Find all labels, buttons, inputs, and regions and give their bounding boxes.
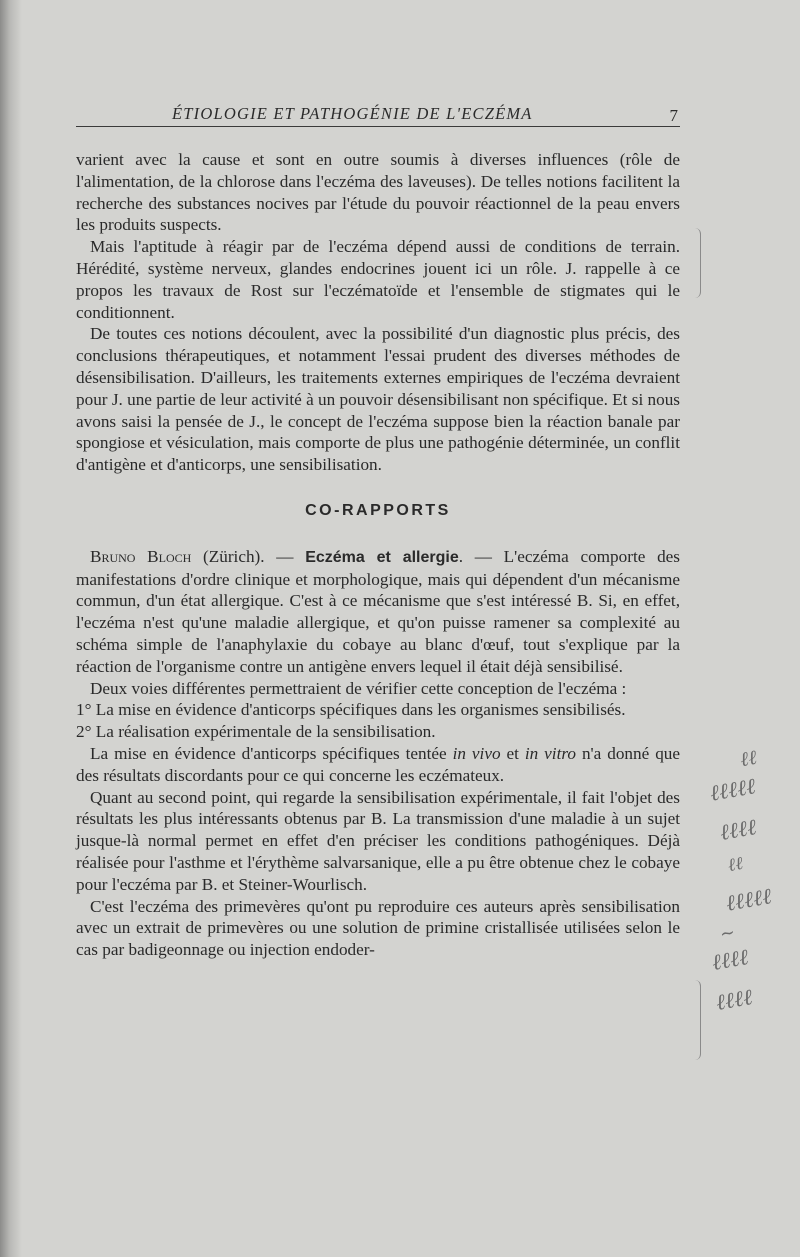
text-span: et — [500, 743, 525, 763]
paragraph: De toutes ces notions découlent, avec la possibilité d'un diagnostic plus précis, des conclusions thérapeutiques, et notamment l'essai prudent des diverses méthodes de désensibilisation. D'ailleurs, les traitements externes empiriques de l'eczéma devraient pour J. une partie de leur activité à un pouvoir désensibilisant non spécifique. Et si nous avons saisi la pensée de J., le concept de l'eczéma suppose bien la réaction banale par spongiose et vésiculation, mais comporte de plus une pathogénie déterminée, un conflit d'antigène et d'anticorps, une sensibilisation. — [76, 324, 680, 475]
binding-edge — [0, 0, 22, 1257]
paragraph: Mais l'aptitude à réagir par de l'eczéma dépend aussi de conditions de terrain. Hérédité, système nerveux, glandes endocrines jouent ici un rôle. J. rappelle à ce propos les travaux de Rost sur l'eczématoïde et l'ensemble de stigmates qui le conditionnent. — [76, 237, 680, 322]
book-page — [76, 92, 680, 961]
entry-text: . — L'eczéma comporte des manifestations d'ordre clinique et morphologique, mais qui dépendent d'un mécanisme commun, d'un état allergique. C'est à ce mécanisme que s'est intéressé B. Si, en effet, l'eczéma n'est qu'une maladie allergique, et qu'on puisse ramener sa complexité au schéma simple de l'anaphylaxie du cobaye au blanc d'œuf, tout s'explique par la réaction de l'organisme contre un antigène envers lequel il était déjà sensibilisé. — [76, 546, 680, 676]
paragraph: Deux voies différentes permettraient de vérifier cette conception de l'eczéma : — [90, 678, 627, 698]
entry-title: Eczéma et allergie — [305, 548, 459, 566]
italic-term: in vivo — [452, 743, 501, 763]
body-text — [76, 149, 680, 961]
italic-term: in vitro — [524, 743, 577, 763]
entry-author: Bruno Bloch — [90, 546, 192, 566]
entry-paragraph — [76, 546, 680, 678]
page-number: 7 — [669, 106, 678, 125]
text-span: La mise en évidence d'anticorps spécifiques tentée — [90, 743, 453, 763]
paragraph — [76, 743, 680, 787]
section-heading: CO-RAPPORTS — [305, 501, 451, 519]
running-title: ÉTIOLOGIE ET PATHOGÉNIE DE L'ECZÉMA — [172, 104, 533, 123]
list-item: 2° La réalisation expérimentale de la sensibilisation. — [76, 722, 436, 742]
margin-bracket — [692, 228, 701, 298]
paragraph: Quant au second point, qui regarde la sensibilisation expérimentale, il fait l'objet des résultats les plus intéressants obtenus par B. La transmission d'une maladie à un sujet jusque-là normal permet en effet d'en préciser les conditions pathogéniques. Déjà réalisée pour l'asthme et l'érythème salvarsanique, elle a pu être obtenue chez le cobaye pour l'eczéma par B. et Steiner-Wourlisch. — [76, 787, 680, 894]
handwritten-margin-notes: ℓℓ ℓℓℓℓℓ ℓℓℓℓ ℓℓ ℓℓℓℓℓ ∼ ℓℓℓℓ ℓℓℓℓ — [708, 744, 774, 1017]
running-head — [76, 92, 680, 127]
entry-place: (Zürich). — — [191, 546, 306, 566]
text-span: n'a donné que des résultats discordants pour ce qui concerne les eczémateux. — [76, 743, 681, 785]
paragraph: varient avec la cause et sont en outre soumis à diverses influences (rôle de l'alimentation, de la chlorose dans l'eczéma des laveuses). De telles notions facilitent la recherche des substances nocives par l'étude du pouvoir réactionnel de la peau envers les produits suspects. — [76, 150, 680, 235]
paragraph: C'est l'eczéma des primevères qu'ont pu reproduire ces auteurs après sensibilisation avec un extrait de primevères ou une solution de primine cristallisée utilisées selon le cas par badigeonnage ou injection endoder- — [76, 896, 680, 960]
list-item: 1° La mise en évidence d'anticorps spécifiques dans les organismes sensibilisés. — [76, 700, 626, 720]
